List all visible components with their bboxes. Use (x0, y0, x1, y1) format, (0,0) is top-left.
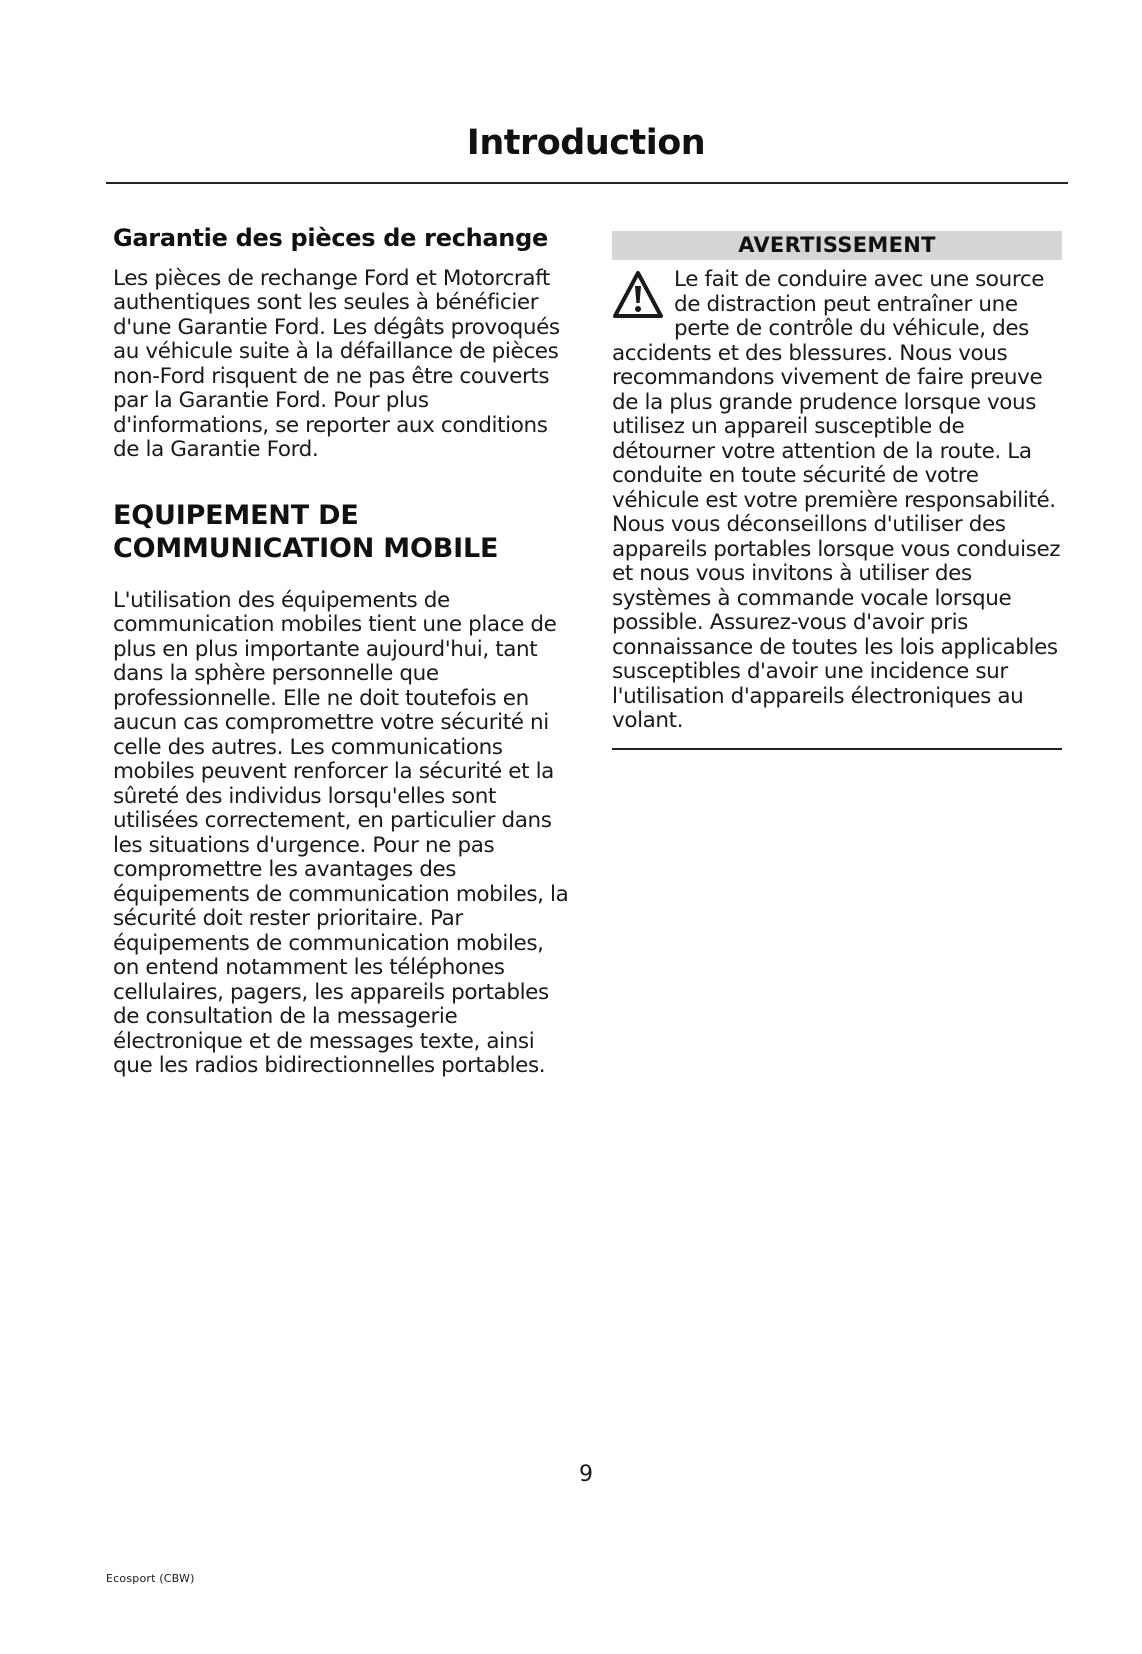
mobile-communication-heading: EQUIPEMENT DE COMMUNICATION MOBILE (113, 499, 499, 564)
warning-divider (612, 748, 1062, 750)
warning-triangle-icon (612, 270, 664, 320)
warning-text: Le fait de conduire avec une source de distraction peut entraîner une perte de contrôle du véhicule, des accidents et des blessures. Nous vous recommandons vivement de faire preuve de la plus grande prudence lorsque vous utilisez un appareil susceptible de détourner votre attention de la route. La conduite en toute sécurité de votre véhicule est votre première responsabilité. Nous vous déconseillons d'utiliser des appareils portables lorsque vous conduisez et nous vous invitons à utiliser des systèmes à commande vocale lorsque possible. Assurez-vous d'avoir pris connaissance de toutes les lois applicables susceptibles d'avoir une incidence sur l'utilisation d'appareils électroniques au volant. (612, 267, 1061, 733)
warranty-heading: Garantie des pièces de rechange (113, 224, 548, 252)
page-title: Introduction (466, 123, 706, 163)
warranty-paragraph: Les pièces de rechange Ford et Motorcraft authentiques sont les seules à bénéficier d'une Garantie Ford. Les dégâts provoqués au véhicule suite à la défaillance de pièces non-Ford risquent de ne pas être couverts par la Garantie Ford. Pour plus d'informations, se reporter aux conditions de la Garantie Ford. (113, 265, 560, 463)
model-label: Ecosport (CBW) (106, 1572, 195, 1585)
mobile-communication-paragraph: L'utilisation des équipements de communication mobiles tient une place de plus en plus importante aujourd'hui, tant dans la sphère personnelle que professionnelle. Elle ne doit toutefois en aucun cas compromettre votre sécurité ni celle des autres. Les communications mobiles peuvent renforcer la sécurité et la sûreté des individus lorsqu'elles sont utilisées correctement, en particulier dans les situations d'urgence. Pour ne pas compromettre les avantages des équipements de communication mobiles, la sécurité doit rester prioritaire. Par équipements de communication mobiles, on entend notamment les téléphones cellulaires, pagers, les appareils portables de consultation de la messagerie électronique et de messages texte, ainsi que les radios bidirectionnelles portables. (113, 587, 569, 1079)
warning-body (612, 268, 1062, 734)
warning-label: AVERTISSEMENT (612, 231, 1062, 260)
title-divider (106, 182, 1068, 184)
warning-box (612, 231, 1062, 750)
page-number: 9 (579, 1462, 593, 1487)
left-column (113, 224, 573, 1079)
